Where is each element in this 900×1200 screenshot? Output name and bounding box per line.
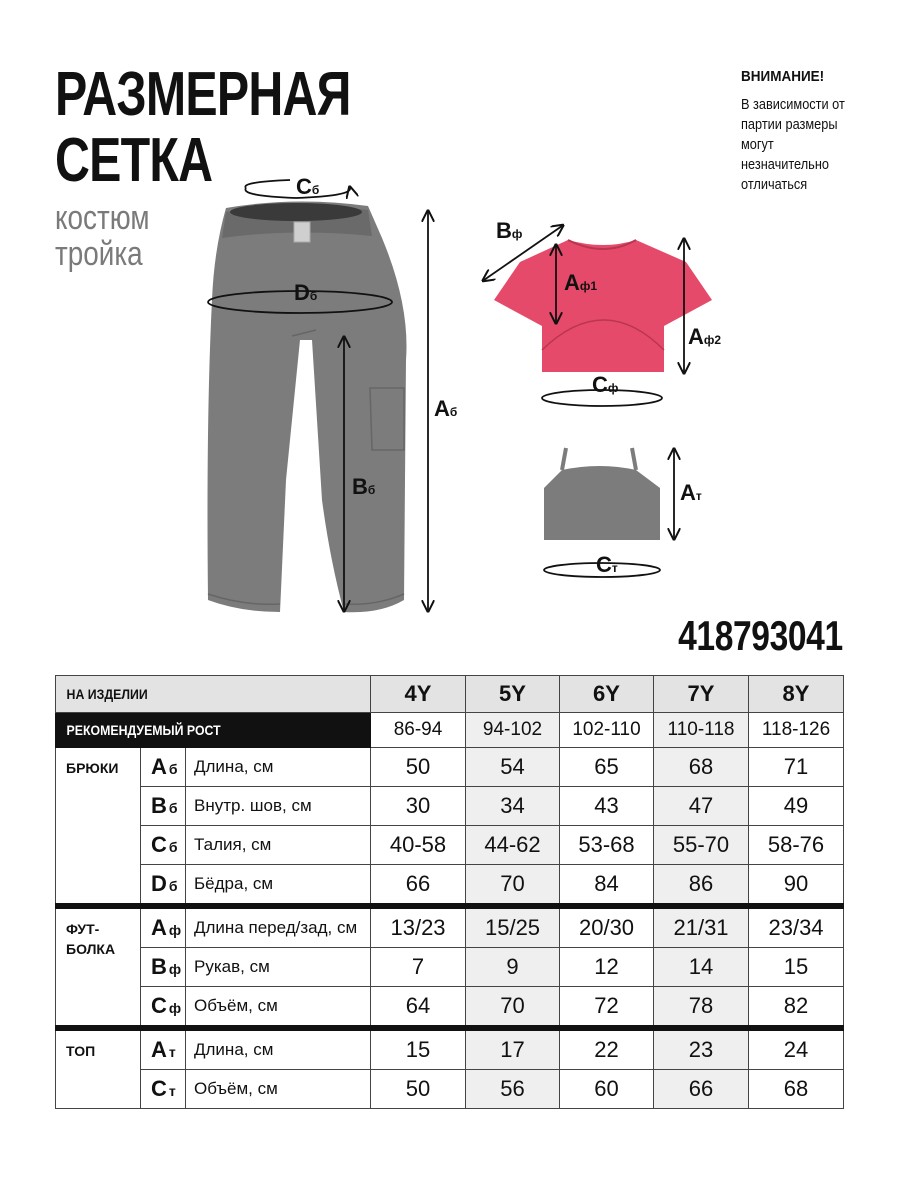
height-label-cell (56, 713, 371, 748)
pants-waist-measure-left (245, 180, 290, 188)
table-row (56, 987, 844, 1029)
title-line-1: РАЗМЕРНАЯ (55, 60, 351, 129)
pants-label-d: Dб (294, 280, 318, 305)
title-line-2: СЕТКА (55, 126, 213, 195)
height-cell: 118-126 (749, 713, 844, 748)
table-row (56, 906, 844, 948)
measure-value-cell: 82 (749, 987, 844, 1029)
measure-value-cell: 15/25 (466, 906, 560, 948)
table-row (56, 865, 844, 907)
measure-value-cell: 50 (371, 1070, 466, 1109)
measure-code: C (151, 1076, 167, 1101)
subtitle-line-1: костюм (55, 199, 150, 237)
measure-code-sub: б (168, 800, 178, 816)
measure-value-cell: 64 (371, 987, 466, 1029)
measure-value-cell: 12 (560, 948, 654, 987)
measure-value-cell: 58-76 (749, 826, 844, 865)
measure-value-cell: 53-68 (560, 826, 654, 865)
measure-code-sub: б (168, 878, 178, 894)
tshirt-shape (494, 240, 712, 372)
measure-code-sub: ф (168, 922, 182, 938)
article-number: 418793041 (678, 612, 843, 659)
tshirt-illustration (494, 240, 712, 372)
table-row (56, 1070, 844, 1109)
measure-value-cell: 70 (466, 987, 560, 1029)
measure-value-cell: 23/34 (749, 906, 844, 948)
measure-code-cell (141, 906, 186, 948)
measure-value-cell: 90 (749, 865, 844, 907)
size-cell: 4Y (371, 676, 466, 713)
measure-value-cell: 7 (371, 948, 466, 987)
subtitle-line-2: тройка (55, 235, 143, 273)
measure-name: Внутр. шов, см (186, 787, 371, 826)
measure-value-cell: 24 (749, 1028, 844, 1070)
measure-value-cell: 43 (560, 787, 654, 826)
group-name-cell (56, 906, 141, 1028)
measure-value-cell: 72 (560, 987, 654, 1029)
group-name-cell (56, 1028, 141, 1109)
size-cell: 5Y (466, 676, 560, 713)
measure-name: Длина, см (186, 748, 371, 787)
group-name-cell (56, 748, 141, 907)
measure-code: C (151, 993, 167, 1018)
measure-value-cell: 14 (654, 948, 749, 987)
measure-code: B (151, 954, 167, 979)
tshirt-label-c: Cф (592, 372, 619, 397)
measure-value-cell: 55-70 (654, 826, 749, 865)
measure-value-cell: 30 (371, 787, 466, 826)
measure-value-cell: 13/23 (371, 906, 466, 948)
table-row (56, 748, 844, 787)
measure-code-cell (141, 1070, 186, 1109)
measure-code-sub: б (168, 839, 178, 855)
group-name-line: БРЮКИ (66, 760, 119, 776)
measure-code-sub: т (168, 1083, 176, 1099)
table-row (56, 787, 844, 826)
measure-code-sub: ф (168, 1000, 182, 1016)
group-name-line: БОЛКА (66, 941, 116, 957)
measure-code-sub: т (168, 1044, 176, 1060)
measure-value-cell: 86 (654, 865, 749, 907)
top-label-a: Aт (680, 480, 702, 505)
measure-code: D (151, 871, 167, 896)
height-label: РЕКОМЕНДУЕМЫЙ РОСТ (66, 722, 221, 738)
measure-name: Талия, см (186, 826, 371, 865)
measure-code-cell (141, 987, 186, 1029)
measure-code-cell (141, 948, 186, 987)
measure-value-cell: 66 (371, 865, 466, 907)
measure-value-cell: 34 (466, 787, 560, 826)
measure-code-cell (141, 748, 186, 787)
measure-code-sub: б (168, 761, 178, 777)
pants-waist-opening (230, 203, 362, 221)
table-row (56, 1028, 844, 1070)
measure-value-cell: 70 (466, 865, 560, 907)
measure-value-cell: 17 (466, 1028, 560, 1070)
notice-title: ВНИМАНИЕ! (741, 68, 825, 85)
measure-value-cell: 71 (749, 748, 844, 787)
measure-value-cell: 54 (466, 748, 560, 787)
measure-value-cell: 68 (749, 1070, 844, 1109)
size-table-body (56, 676, 844, 1109)
table-row (56, 826, 844, 865)
measure-code-cell (141, 865, 186, 907)
measure-code-cell (141, 787, 186, 826)
measure-value-cell: 40-58 (371, 826, 466, 865)
top-strap-left (562, 448, 566, 470)
size-cell: 8Y (749, 676, 844, 713)
group-name-line: ФУТ- (66, 921, 100, 937)
pants-illustration (208, 201, 407, 612)
measure-code: C (151, 832, 167, 857)
height-cell: 110-118 (654, 713, 749, 748)
measure-value-cell: 68 (654, 748, 749, 787)
measure-value-cell: 23 (654, 1028, 749, 1070)
pants-label-c: Cб (296, 174, 320, 199)
measure-name: Длина перед/зад, см (186, 906, 371, 948)
measure-value-cell: 22 (560, 1028, 654, 1070)
pants-label-b: Bб (352, 474, 376, 499)
measure-value-cell: 49 (749, 787, 844, 826)
sizes-row (56, 676, 844, 713)
pants-label-a: Aб (434, 396, 458, 421)
height-row (56, 713, 844, 748)
measure-value-cell: 15 (749, 948, 844, 987)
measure-name: Объём, см (186, 1070, 371, 1109)
measure-code-sub: ф (168, 961, 182, 977)
pants-shape (208, 201, 407, 612)
top-shape (544, 466, 660, 540)
tshirt-label-a2: Aф2 (688, 324, 722, 349)
table-row (56, 948, 844, 987)
size-cell: 7Y (654, 676, 749, 713)
group-name-line: ТОП (66, 1043, 96, 1059)
sizes-label-cell (56, 676, 371, 713)
sizes-label: НА ИЗДЕЛИИ (66, 686, 148, 702)
measure-name: Рукав, см (186, 948, 371, 987)
measure-value-cell: 56 (466, 1070, 560, 1109)
tshirt-label-b: Bф (496, 218, 523, 243)
top-illustration (544, 448, 660, 540)
height-cell: 94-102 (466, 713, 560, 748)
size-cell: 6Y (560, 676, 654, 713)
size-table (55, 675, 844, 1109)
measure-code-cell (141, 1028, 186, 1070)
measure-value-cell: 50 (371, 748, 466, 787)
measure-code: A (151, 754, 167, 779)
measure-value-cell: 21/31 (654, 906, 749, 948)
measure-value-cell: 44-62 (466, 826, 560, 865)
measure-value-cell: 47 (654, 787, 749, 826)
top-label-c: Cт (596, 552, 618, 577)
notice-text: В зависимости от партии размеры могут незначительно отличаться (741, 97, 845, 193)
measure-value-cell: 65 (560, 748, 654, 787)
measure-name: Бёдра, см (186, 865, 371, 907)
height-cell: 86-94 (371, 713, 466, 748)
measure-code: A (151, 915, 167, 940)
measure-value-cell: 66 (654, 1070, 749, 1109)
measure-value-cell: 9 (466, 948, 560, 987)
measure-value-cell: 15 (371, 1028, 466, 1070)
measure-code: B (151, 793, 167, 818)
measure-value-cell: 78 (654, 987, 749, 1029)
pants-tag (294, 222, 310, 242)
measure-code: A (151, 1037, 167, 1062)
measure-value-cell: 60 (560, 1070, 654, 1109)
measure-value-cell: 84 (560, 865, 654, 907)
tshirt-label-a1: Aф1 (564, 270, 598, 295)
top-strap-right (632, 448, 636, 470)
measure-value-cell: 20/30 (560, 906, 654, 948)
measure-name: Длина, см (186, 1028, 371, 1070)
measure-name: Объём, см (186, 987, 371, 1029)
height-cell: 102-110 (560, 713, 654, 748)
measure-code-cell (141, 826, 186, 865)
